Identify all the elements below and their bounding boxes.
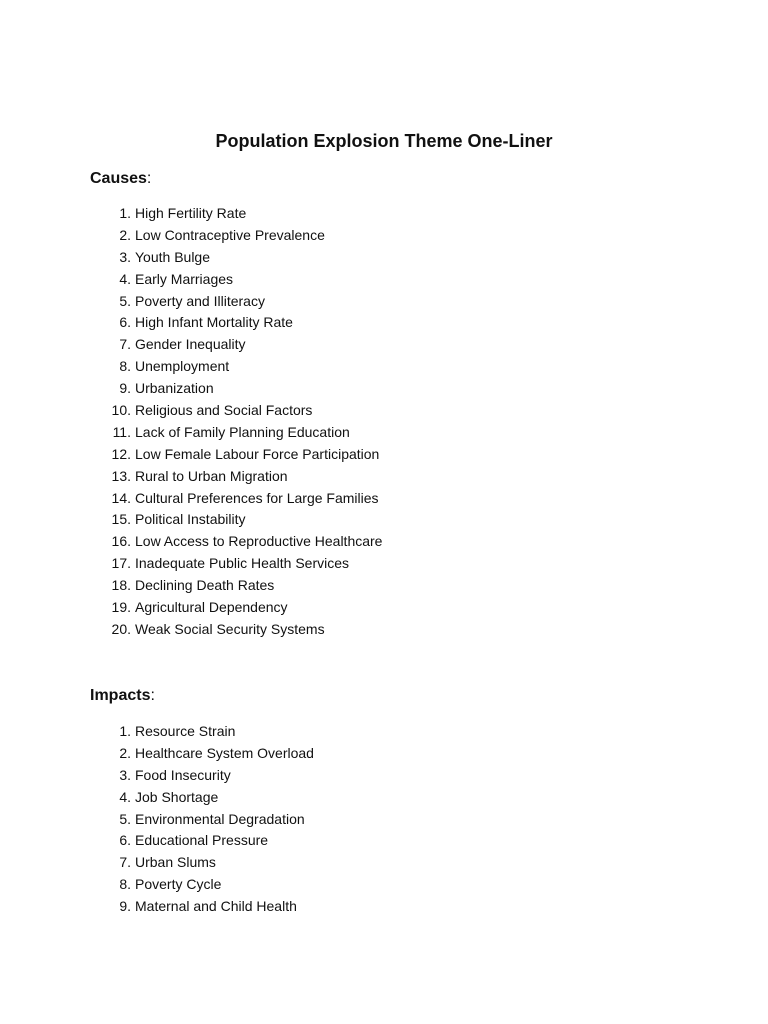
list-item-number: 3. [119, 248, 131, 265]
list-item-text: Maternal and Child Health [135, 898, 297, 915]
list-item-number: 17. [111, 555, 131, 572]
causes-heading-text: Causes [90, 170, 147, 187]
list-item-number: 5. [119, 292, 131, 309]
list-item-number: 7. [119, 336, 131, 353]
list-item-number: 9. [119, 898, 131, 915]
list-item-number: 19. [111, 599, 131, 616]
list-item-number: 8. [119, 876, 131, 893]
list-item-text: Inadequate Public Health Services [135, 555, 350, 572]
list-item-text: Agricultural Dependency [135, 599, 288, 616]
list-item-number: 18. [111, 577, 131, 594]
list-item-number: 2. [119, 226, 131, 243]
list-item-number: 6. [119, 832, 131, 849]
list-item-text: Religious and Social Factors [135, 402, 313, 419]
list-item-number: 3. [119, 766, 131, 783]
list-item-text: Low Contraceptive Prevalence [135, 226, 325, 243]
list-item-text: Rural to Urban Migration [135, 467, 288, 484]
list-item-number: 9. [119, 380, 131, 397]
impacts-heading [90, 685, 155, 707]
list-item-number: 4. [119, 788, 131, 805]
list-item-text: Food Insecurity [135, 766, 231, 783]
list-item-number: 13. [111, 467, 131, 484]
list-item-text: Unemployment [135, 358, 230, 375]
causes-heading [90, 168, 151, 190]
list-item-text: Youth Bulge [135, 248, 210, 265]
list-item-text: High Fertility Rate [135, 205, 247, 221]
list-item-number: 16. [111, 533, 131, 550]
list-item-text: Environmental Degradation [135, 810, 305, 827]
list-item-number: 20. [111, 620, 131, 637]
list-item-number: 4. [119, 270, 131, 287]
list-item-text: Healthcare System Overload [135, 744, 314, 761]
list-item-number: 14. [111, 489, 131, 506]
list-item-text: Political Instability [135, 511, 246, 528]
list-item-text: Resource Strain [135, 723, 236, 739]
list-item-text: Weak Social Security Systems [135, 620, 325, 637]
list-item-text: Low Female Labour Force Participation [135, 445, 380, 462]
list-item-text: Urban Slums [135, 854, 216, 871]
list-item-text: High Infant Mortality Rate [135, 314, 293, 331]
list-item-text: Poverty Cycle [135, 876, 222, 893]
list-item-number: 11. [112, 423, 131, 440]
list-item-number: 6. [119, 314, 131, 331]
causes-heading-colon: : [146, 170, 152, 187]
list-item-text: Early Marriages [135, 270, 234, 287]
list-item-text: Urbanization [135, 380, 214, 397]
list-item-number: 8. [119, 358, 131, 375]
list-item-text: Low Access to Reproductive Healthcare [135, 533, 383, 550]
list-item-text: Gender Inequality [135, 336, 246, 353]
list-item-text: Job Shortage [135, 788, 219, 805]
impacts-heading-text: Impacts [90, 687, 151, 704]
list-item-number: 1. [119, 723, 131, 739]
impacts-heading-colon: : [150, 687, 155, 704]
page-title: Population Explosion Theme One-Liner [215, 131, 553, 151]
list-item-number: 15. [111, 511, 131, 528]
list-item-text: Poverty and Illiteracy [135, 292, 265, 309]
list-item-number: 12. [111, 445, 131, 462]
list-item-number: 2. [119, 744, 131, 761]
list-item-number: 1. [119, 205, 131, 221]
list-item-text: Cultural Preferences for Large Families [135, 489, 379, 506]
list-item-text: Educational Pressure [135, 832, 269, 849]
list-item-number: 5. [119, 810, 131, 827]
list-item-text: Lack of Family Planning Education [135, 423, 350, 440]
list-item-number: 10. [111, 402, 131, 419]
list-item-number: 7. [119, 854, 131, 871]
list-item-text: Declining Death Rates [135, 577, 275, 594]
